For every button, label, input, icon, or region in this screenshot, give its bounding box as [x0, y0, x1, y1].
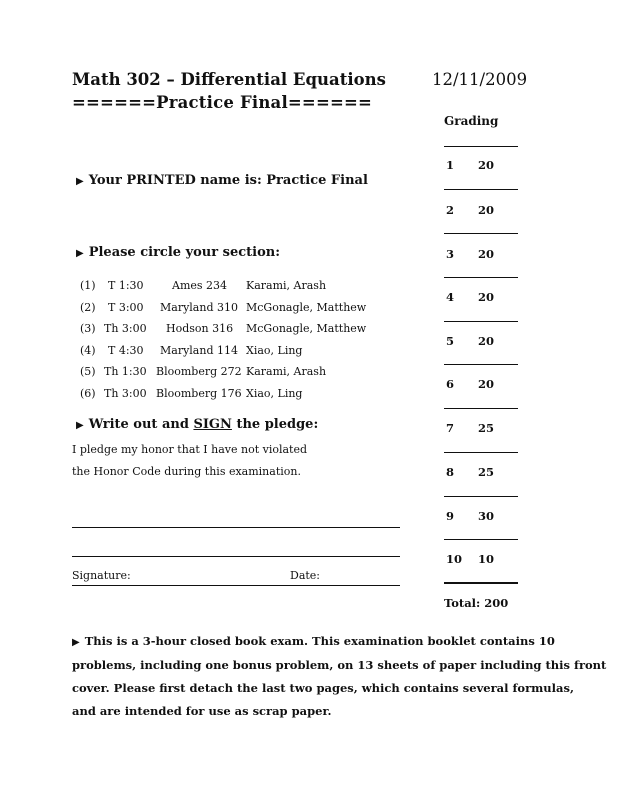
grading-rule: [444, 408, 518, 409]
exam-date: 12/11/2009: [432, 70, 528, 89]
date-label: Date:: [290, 569, 321, 582]
signature-line[interactable]: [72, 585, 400, 586]
pledge-prompt: ▶ Write out and SIGN the pledge:: [76, 417, 319, 432]
triangle-marker-icon: ▶: [76, 176, 84, 187]
triangle-marker-icon: ▶: [76, 420, 84, 431]
exam-title: Math 302 – Differential Equations: [72, 70, 386, 89]
pledge-line-2: the Honor Code during this examination.: [72, 465, 301, 478]
triangle-marker-icon: ▶: [72, 637, 80, 648]
grading-rule: [444, 189, 518, 190]
grading-rule: [444, 321, 518, 322]
grading-rule: [444, 452, 518, 453]
section-prompt: [76, 245, 280, 260]
pledge-line-1: I pledge my honor that I have not violated: [72, 443, 308, 456]
grading-heading: Grading: [444, 114, 499, 128]
grading-rule: [444, 277, 518, 278]
grading-rule: [444, 233, 518, 234]
grading-rule: [444, 364, 518, 365]
sign-emphasis: SIGN: [193, 417, 232, 432]
grading-rule: [444, 539, 518, 540]
name-prompt: [76, 173, 368, 188]
exam-instructions: ▶ This is a 3-hour closed book exam. This examination booklet contains 10 problems, including one bonus problem, on 13 sheets of paper including this front cover. Please first detach the last two pages, which contains several formulas, and are intended for use as scrap paper.: [72, 634, 607, 718]
grading-rule: [444, 496, 518, 497]
pledge-writing-line[interactable]: [72, 527, 400, 528]
name-prompt-text: Your PRINTED name is: Practice Final: [88, 173, 368, 188]
exam-subtitle: ======Practice Final======: [72, 93, 373, 112]
signature-label: Signature:: [72, 569, 131, 582]
triangle-marker-icon: ▶: [76, 248, 84, 259]
section-prompt-text: Please circle your section:: [88, 245, 281, 260]
grading-total-rule: [444, 582, 518, 584]
grading-total: Total: 200: [444, 596, 509, 610]
pledge-writing-line[interactable]: [72, 556, 400, 557]
grading-rule: [444, 146, 518, 147]
